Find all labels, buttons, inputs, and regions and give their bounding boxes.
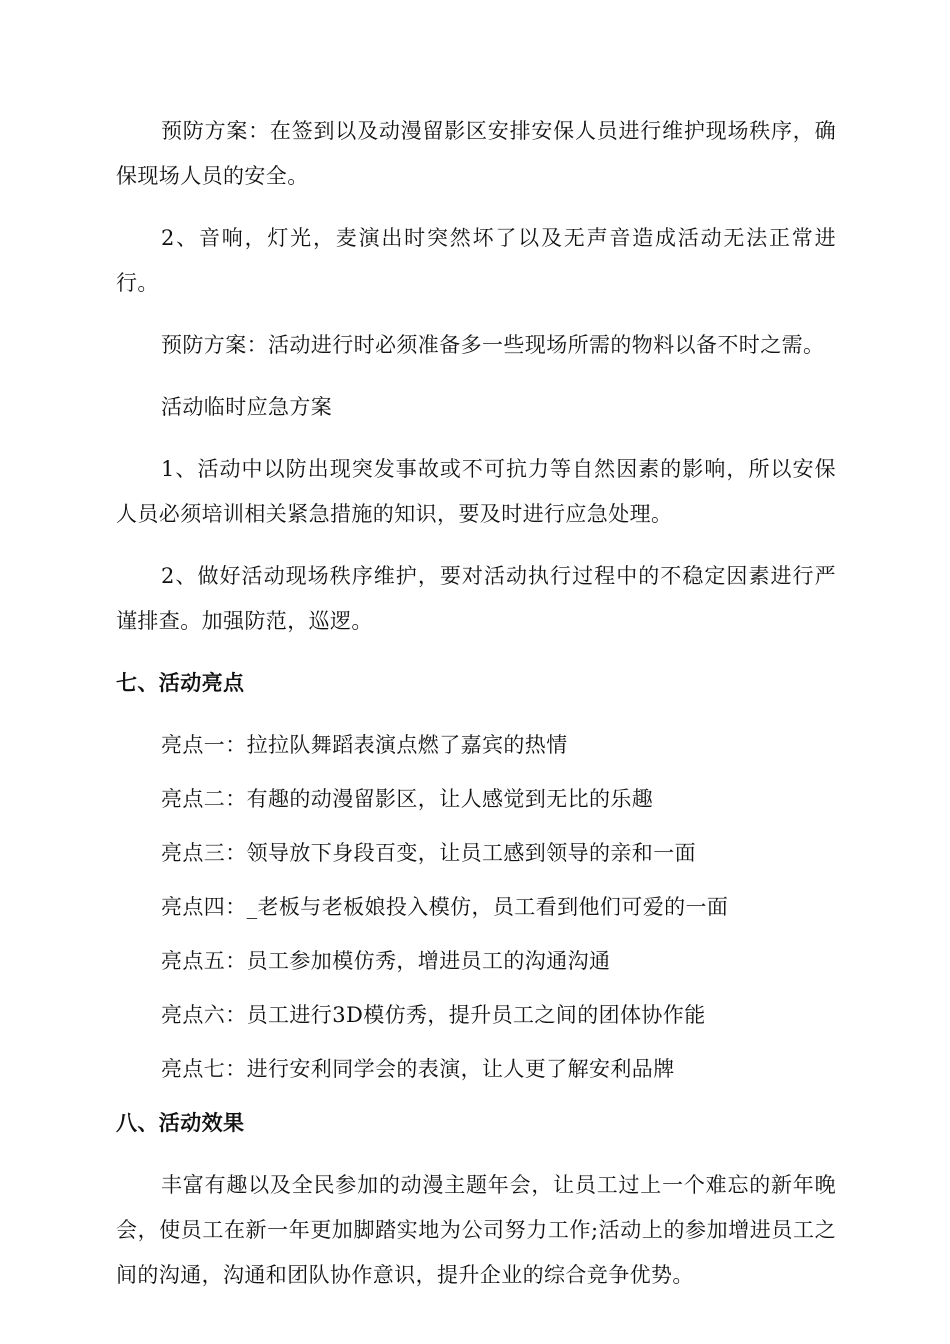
highlight-item: 亮点六：员工进行3D模仿秀，提升员工之间的团体协作能 <box>161 1003 706 1027</box>
paragraph-emergency-1: 1、活动中以防出现突发事故或不可抗力等自然因素的影响，所以安保人员必须培训相关紧急措施的知识，要及时进行应急处理。 <box>116 457 836 526</box>
paragraph-prevention-plan-1: 预防方案：在签到以及动漫留影区安排安保人员进行维护现场秩序，确保现场人员的安全。 <box>116 119 836 188</box>
paragraph-effects: 丰富有趣以及全民参加的动漫主题年会，让员工过上一个难忘的新年晚会，使员工在新一年更加脚踏实地为公司努力工作;活动上的参加增进员工之间的沟通，沟通和团队协作意识，提升企业的综合竞争优势。 <box>116 1173 836 1287</box>
highlight-item: 亮点二：有趣的动漫留影区，让人感觉到无比的乐趣 <box>161 787 654 811</box>
paragraph-prevention-plan-2: 预防方案：活动进行时必须准备多一些现场所需的物料以备不时之需。 <box>161 333 825 357</box>
paragraph-audio-failure: 2、音响，灯光，麦演出时突然坏了以及无声音造成活动无法正常进行。 <box>116 226 836 295</box>
highlight-item: 亮点四：_老板与老板娘投入模仿，员工看到他们可爱的一面 <box>161 895 729 919</box>
highlight-item: 亮点一：拉拉队舞蹈表演点燃了嘉宾的热情 <box>161 733 568 757</box>
highlight-item: 亮点三：领导放下身段百变，让员工感到领导的亲和一面 <box>161 841 696 865</box>
highlight-item: 亮点五：员工参加模仿秀，增进员工的沟通沟通 <box>161 949 611 973</box>
paragraph-emergency-plan-title: 活动临时应急方案 <box>161 395 333 419</box>
section-heading-highlights: 七、活动亮点 <box>116 671 245 695</box>
section-heading-effects: 八、活动效果 <box>116 1111 245 1135</box>
highlight-item: 亮点七：进行安利同学会的表演，让人更了解安利品牌 <box>161 1057 675 1081</box>
paragraph-emergency-2: 2、做好活动现场秩序维护，要对活动执行过程中的不稳定因素进行严谨排查。加强防范，巡逻。 <box>116 564 836 633</box>
document-body <box>116 109 836 1315</box>
